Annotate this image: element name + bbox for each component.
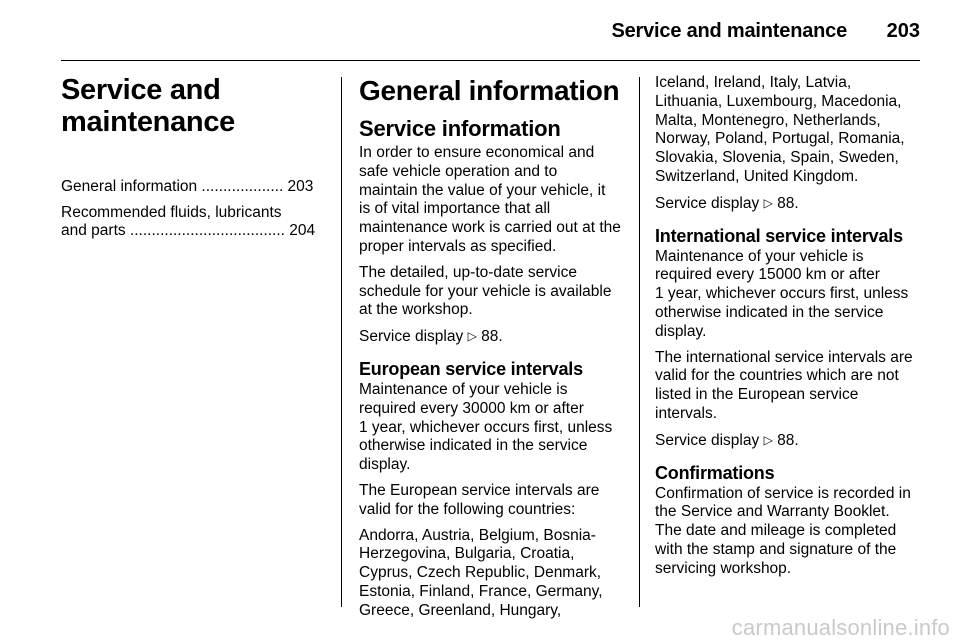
subheading-european-intervals: European service intervals (359, 358, 583, 379)
watermark: carmanualsonline.info (731, 615, 950, 640)
paragraph-service-schedule: The detailed, up-to-date service schedule for your vehicle is available at the workshop. (359, 263, 612, 319)
subheading-international-intervals: International service intervals (655, 225, 903, 246)
paragraph-european-maintenance: Maintenance of your vehicle is required every 30000 km or after 1 year, whichever occurs first, unless otherwise indicated in the service display. (359, 380, 613, 474)
arrow-outline-right-icon: ▷ (763, 432, 773, 447)
service-display-reference[interactable] (655, 431, 923, 451)
paragraph-country-list: Andorra, Austria, Belgium, Bosnia- Herzegovina, Bulgaria, Croatia, Cyprus, Czech Republic, Denmark, Estonia, Finland, France, Germany, Greece, Greenland, Hungary, (359, 526, 603, 619)
header-rule (61, 60, 920, 61)
subheading-confirmations: Confirmations (655, 462, 775, 483)
paragraph-country-list-continued: Iceland, Ireland, Italy, Latvia, Lithuania, Luxembourg, Macedonia, Malta, Montenegro, Netherlands, Norway, Poland, Portugal, Romania, Slovakia, Slovenia, Spain, Sweden, Switzerland, United Kingdom. (655, 74, 905, 185)
chapter-title: Service and maintenance (61, 74, 235, 138)
reference-label: Service display (359, 328, 464, 346)
toc-entry-recommended-fluids[interactable]: Recommended fluids, lubricants and parts .................................... 204 (61, 203, 316, 239)
reference-page: 88. (777, 431, 799, 449)
paragraph-international-maintenance: Maintenance of your vehicle is required every 15000 km or after 1 year, whichever occurs first, unless otherwise indicated in the service display. (655, 247, 909, 340)
reference-label: Service display (655, 194, 760, 212)
column-divider-right (639, 77, 640, 607)
reference-page: 88. (481, 328, 503, 346)
content-column-right (655, 74, 923, 586)
arrow-outline-right-icon: ▷ (467, 329, 477, 344)
paragraph-european-valid: The European service intervals are valid for the following countries: (359, 481, 600, 518)
service-display-reference[interactable] (359, 327, 627, 347)
table-of-contents (61, 178, 329, 241)
chapter-toc-column (61, 74, 329, 248)
paragraph-service-intro: In order to ensure economical and safe vehicle operation and to maintain the value of your vehicle, it is of vital importance that all maintenance work is carried out at the proper intervals as specified. (359, 144, 621, 255)
content-column-middle (359, 74, 627, 628)
subheading-service-information: Service information (359, 116, 561, 141)
running-header-title: Service and maintenance (611, 20, 847, 42)
reference-label: Service display (655, 431, 760, 449)
paragraph-international-valid: The international service intervals are valid for the countries which are not listed in the European service intervals. (655, 348, 913, 422)
page-number: 203 (886, 20, 920, 42)
reference-page: 88. (777, 194, 799, 212)
toc-entry-general-information[interactable]: General information ................... 203 (61, 178, 314, 195)
paragraph-confirmations: Confirmation of service is recorded in the Service and Warranty Booklet. The date and mileage is completed with the stamp and signature of the servicing workshop. (655, 484, 911, 577)
service-display-reference[interactable] (655, 194, 923, 214)
section-heading-general-information: General information (359, 75, 620, 106)
column-divider-left (341, 77, 342, 607)
arrow-outline-right-icon: ▷ (763, 195, 773, 210)
